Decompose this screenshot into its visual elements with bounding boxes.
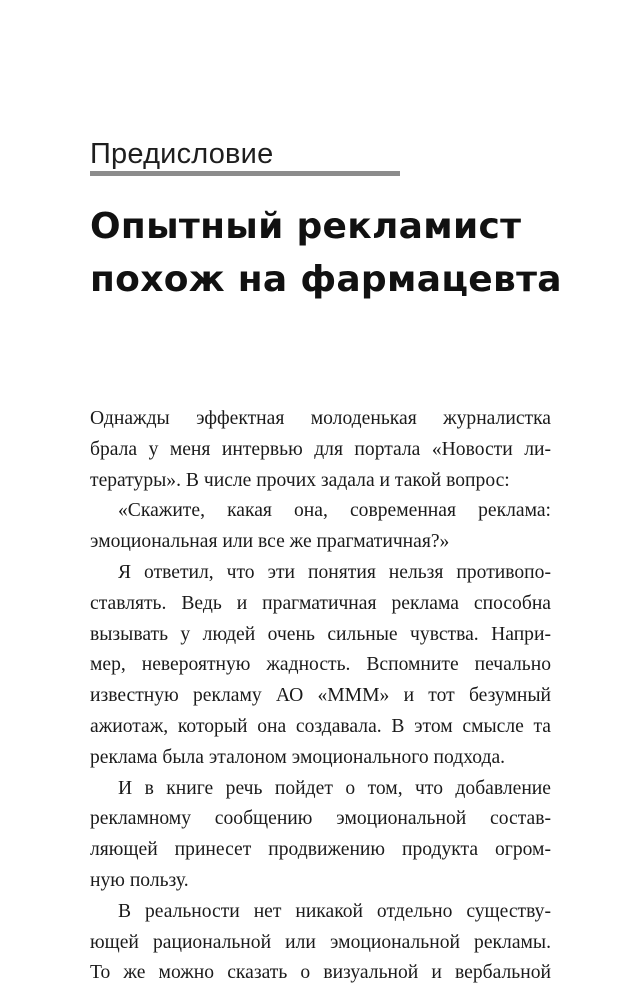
text-line: реклама была эталоном эмоционального подхода. — [90, 746, 506, 768]
text-line: «Скажите, какая она, современная реклама: — [118, 500, 551, 522]
chapter-title — [90, 200, 590, 306]
text-line: эмоциональная или все же прагматичная?» — [90, 531, 450, 553]
chapter-title-line: похож на фармацевта — [90, 259, 562, 300]
chapter-title-line: Опытный рекламист — [90, 206, 522, 247]
text-line: ажиотаж, который она создавала. В этом смысле та — [90, 715, 551, 737]
text-line: вызывать у людей очень сильные чувства. Напри- — [90, 623, 551, 645]
text-line: тературы». В числе прочих задала и такой вопрос: — [90, 469, 510, 491]
text-line: ставлять. Ведь и прагматичная реклама способна — [90, 592, 551, 614]
text-line: мер, невероятную жадность. Вспомните печально — [90, 654, 551, 676]
text-line: И в книге речь пойдет о том, что добавление — [118, 777, 551, 799]
text-line: ющей рациональной или эмоциональной рекламы. — [90, 931, 551, 953]
text-line: известную рекламу АО «МММ» и тот безумный — [90, 685, 551, 707]
section-underline — [90, 171, 400, 176]
text-line: То же можно сказать о визуальной и вербальной — [90, 962, 551, 984]
text-line: ную пользу. — [90, 869, 189, 891]
text-line: ляющей принесет продвижению продукта огром- — [90, 839, 551, 861]
body-text — [90, 404, 551, 989]
text-line: Однажды эффектная молоденькая журналистка — [90, 408, 551, 429]
text-line: Я ответил, что эти понятия нельзя противопо- — [118, 561, 551, 583]
text-line: рекламному сообщению эмоциональной состав- — [90, 808, 551, 830]
section-label: Предисловие — [90, 138, 274, 170]
text-line: В реальности нет никакой отдельно существу- — [118, 900, 551, 922]
text-line: брала у меня интервью для портала «Новости ли- — [90, 438, 551, 460]
